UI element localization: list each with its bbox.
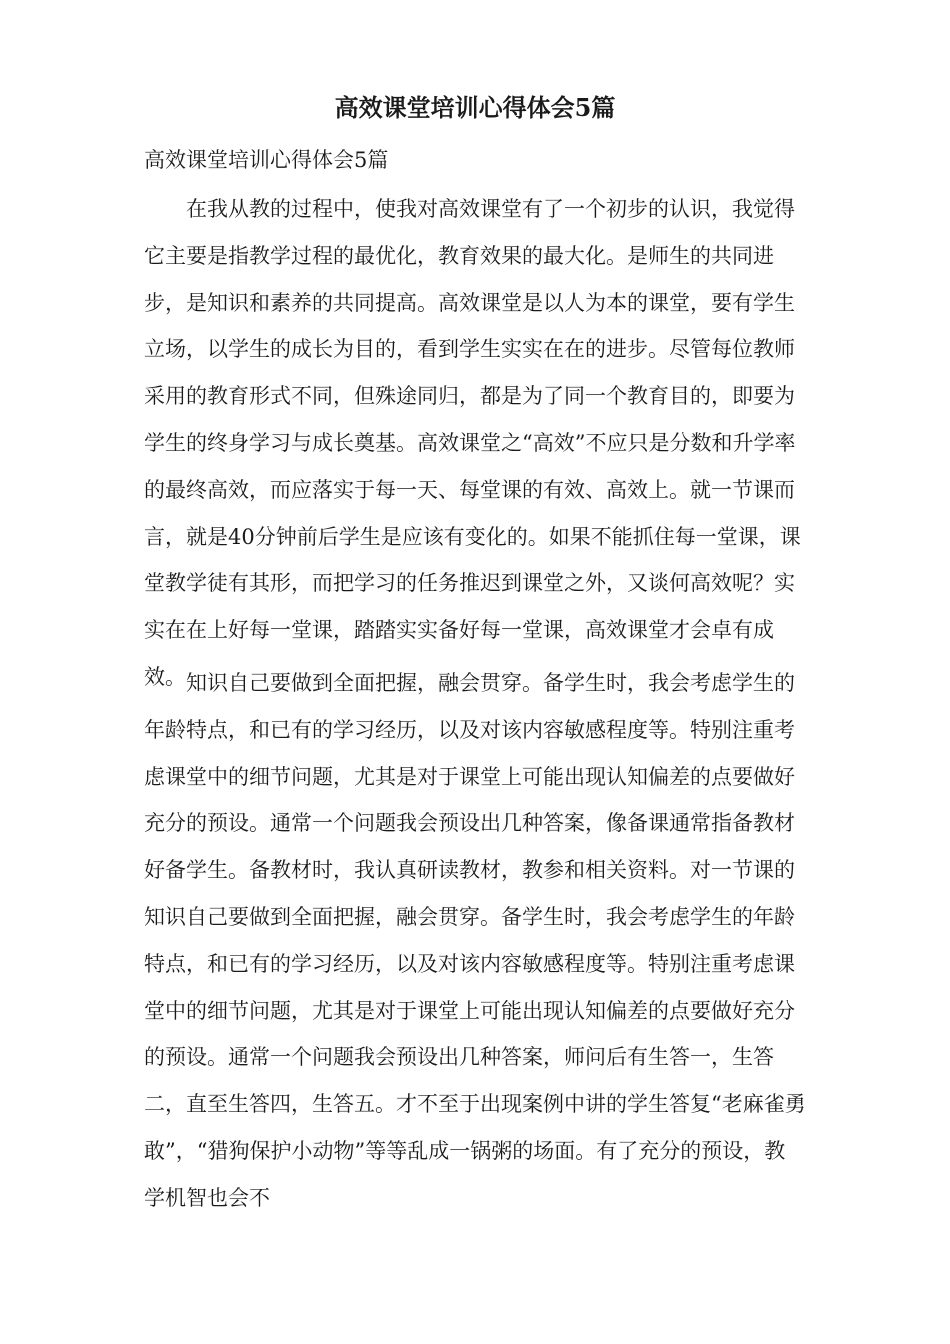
body-paragraph: 知识自己要做到全面把握，融会贯穿。备学生时，我会考虑学生的年龄特点，和已有的学习经历，以及对该内容敏感程度等。特别注重考虑课堂中的细节问题，尤其是对于课堂上可能出现认知偏差的点要做好充分的预设。通常一个问题我会预设出几种答案，像备课通常指备教材好备学生。备教材时，我认真研读教材，教参和相关资料。对一节课的知识自己要做到全面把握，融会贯穿。备学生时，我会考虑学生的年龄特点，和已有的学习经历，以及对该内容敏感程度等。特别注重考虑课堂中的细节问题，尤其是对于课堂上可能出现认知偏差的点要做好充分的预设。通常一个问题我会预设出几种答案，师问后有生答一，生答二，直至生答四，生答五。才不至于出现案例中讲的学生答复“老麻雀勇敢”，“猎狗保护小动物”等等乱成一锅粥的场面。有了充分的预设，教学机智也会不 (144, 671, 806, 1210)
document-subtitle: 高效课堂培训心得体会5篇 (144, 148, 389, 172)
document-title: 高效课堂培训心得体会5篇 (334, 93, 616, 122)
body-paragraph: 在我从教的过程中，使我对高效课堂有了一个初步的认识，我觉得它主要是指教学过程的最优化，教育效果的最大化。是师生的共同进步，是知识和素养的共同提高。高效课堂是以人为本的课堂，要有学生立场，以学生的成长为目的，看到学生实实在在的进步。尽管每位教师采用的教育形式不同，但殊途同归，都是为了同一个教育目的，即要为学生的终身学习与成长奠基。高效课堂之“高效”不应只是分数和升学率的最终高效，而应落实于每一天、每堂课的有效、高效上。就一节课而言，就是40分钟前后学生是应该有变化的。如果不能抓住每一堂课，课堂教学徒有其形，而把学习的任务推迟到课堂之外，又谈何高效呢？实实在在上好每一堂课，踏踏实实备好每一堂课，高效课堂才会卓有成效。 (144, 197, 801, 689)
